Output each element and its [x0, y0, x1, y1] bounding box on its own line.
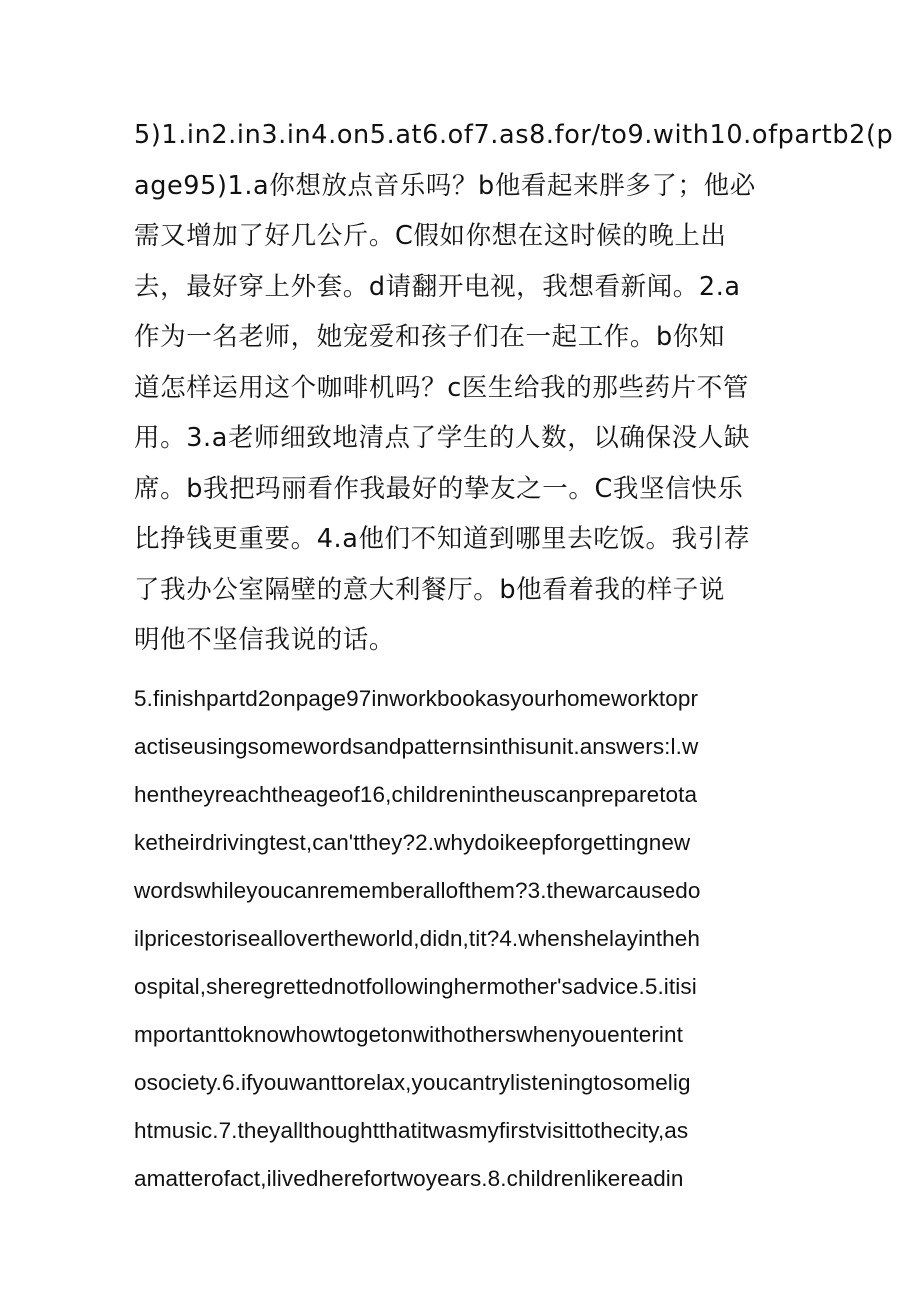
text-line: mportanttoknowhowtogetonwithotherswhenyouenterint	[134, 1021, 683, 1047]
text-line: 5.finishpartd2onpage97inworkbookasyourhomeworktopr	[134, 685, 699, 711]
text-line: 5)1.in2.in3.in4.on5.at6.of7.as8.for/to9.with10.ofpartb2(p	[134, 120, 894, 150]
text-line: ketheirdrivingtest,can'tthey?2.whydoikeepforgettingnew	[134, 829, 691, 855]
text-line: wordswhileyoucanrememberallofthem?3.thewarcausedo	[134, 877, 701, 903]
paragraph-translations	[134, 110, 894, 666]
paragraph-homework-answers	[134, 675, 794, 1203]
text-line: htmusic.7.theyallthoughtthatitwasmyfirstvisittothecity,as	[134, 1117, 689, 1143]
text-line: hentheyreachtheageof16,childrenintheuscanpreparetota	[134, 781, 698, 807]
text-line: 道怎样运用这个咖啡机吗？c医生给我的那些药片不管	[134, 372, 749, 403]
text-line: osociety.6.ifyouwanttorelax,youcantrylisteningtosomelig	[134, 1069, 691, 1095]
text-line: 明他不坚信我说的话。	[134, 625, 396, 655]
document-page	[134, 110, 894, 1203]
text-line: 作为一名老师，她宠爱和孩子们在一起工作。b你知	[134, 322, 725, 352]
text-line: 席。b我把玛丽看作我最好的挚友之一。C我坚信快乐	[134, 473, 744, 504]
text-line: ospital,sheregrettednotfollowinghermother'sadvice.5.itisi	[134, 973, 697, 999]
text-line: actiseusingsomewordsandpatternsinthisunit.answers:l.w	[134, 733, 699, 759]
text-line: amatterofact,ilivedherefortwoyears.8.childrenlikereadin	[134, 1165, 684, 1191]
text-line: age95)1.a你想放点音乐吗？b他看起来胖多了；他必	[134, 170, 756, 201]
text-line: ilpricestoriseallovertheworld,didn,tit?4.whenshelayintheh	[134, 925, 701, 951]
text-line: 去，最好穿上外套。d请翻开电视，我想看新闻。2.a	[134, 271, 741, 302]
text-line: 需又增加了好几公斤。C假如你想在这时候的晚上出	[134, 221, 727, 251]
text-line: 了我办公室隔壁的意大利餐厅。b他看着我的样子说	[134, 574, 725, 605]
text-line: 比挣钱更重要。4.a他们不知道到哪里去吃饭。我引荐	[134, 524, 750, 554]
text-line: 用。3.a老师细致地清点了学生的人数，以确保没人缺	[134, 423, 750, 453]
